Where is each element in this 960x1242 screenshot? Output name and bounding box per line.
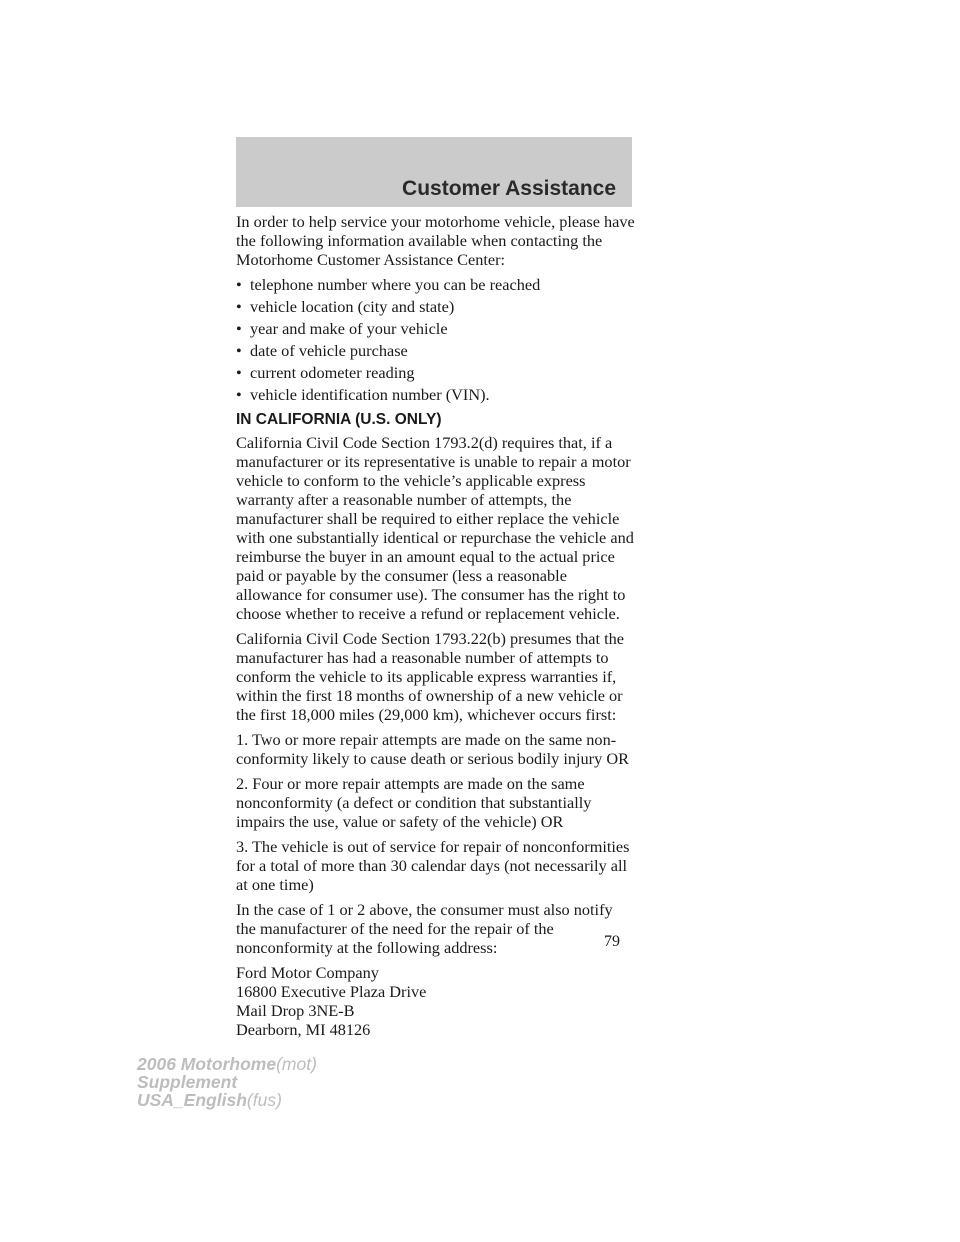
section-header-band [236, 137, 632, 207]
address-line-company: Ford Motor Company [236, 963, 379, 982]
list-item: • current odometer reading [236, 363, 415, 382]
list-item: • vehicle location (city and state) [236, 297, 455, 316]
info-checklist [236, 275, 636, 404]
address-line-street: 16800 Executive Plaza Drive [236, 982, 427, 1001]
page-number: 79 [604, 933, 620, 950]
bullet-icon: • [236, 275, 242, 294]
list-item: • vehicle identification number (VIN). [236, 385, 490, 404]
california-paragraph-2: California Civil Code Section 1793.22(b) presumes that the manufacturer has had a reasonable number of attempts to conform the vehicle to its applicable express warranties if, within the first 18 months of ownership of a new vehicle or the first 18,000 miles (29,000 km), whichever occurs first: [236, 629, 624, 724]
footer-line-1: 2006 Motorhome(mot) [137, 1054, 317, 1074]
bullet-icon: • [236, 319, 242, 338]
notify-paragraph: In the case of 1 or 2 above, the consumer must also notify the manufacturer of the need for the repair of the nonconformity at the following address: [236, 900, 613, 957]
footer-line-2: Supplement [137, 1072, 238, 1092]
bullet-icon: • [236, 363, 242, 382]
list-item: • year and make of your vehicle [236, 319, 448, 338]
bullet-icon: • [236, 385, 242, 404]
condition-item-2: 2. Four or more repair attempts are made on the same nonconformity (a defect or condition that substantially impairs the use, value or safety of the vehicle) OR [236, 774, 592, 831]
bullet-icon: • [236, 297, 242, 316]
bullet-icon: • [236, 341, 242, 360]
list-item: • date of vehicle purchase [236, 341, 408, 360]
california-heading: IN CALIFORNIA (U.S. ONLY) [236, 411, 442, 428]
california-paragraph-1: California Civil Code Section 1793.2(d) requires that, if a manufacturer or its representative is unable to repair a motor vehicle to conform to the vehicle’s applicable express warranty after a reasonable number of attempts, the manufacturer shall be required to either replace the vehicle with one substantially identical or repurchase the vehicle and reimburse the buyer in an amount equal to the actual price paid or payable by the consumer (less a reasonable allowance for consumer use). The consumer has the right to choose whether to receive a refund or replacement vehicle. [236, 433, 634, 623]
list-item: • telephone number where you can be reached [236, 275, 541, 294]
section-title: Customer Assistance [402, 177, 616, 200]
intro-paragraph: In order to help service your motorhome vehicle, please have the following information available when contacting the Motorhome Customer Assistance Center: [236, 212, 635, 269]
condition-item-3: 3. The vehicle is out of service for repair of nonconformities for a total of more than 30 calendar days (not necessarily all at one time) [236, 837, 630, 894]
address-line-city: Dearborn, MI 48126 [236, 1020, 371, 1039]
address-line-maildrop: Mail Drop 3NE-B [236, 1001, 355, 1020]
footer-line-3: USA_English(fus) [137, 1090, 282, 1110]
mailing-address [236, 963, 636, 1039]
document-footer [137, 1055, 317, 1109]
condition-item-1: 1. Two or more repair attempts are made on the same non-conformity likely to cause death or serious bodily injury OR [236, 730, 629, 768]
page-content [236, 212, 636, 1039]
